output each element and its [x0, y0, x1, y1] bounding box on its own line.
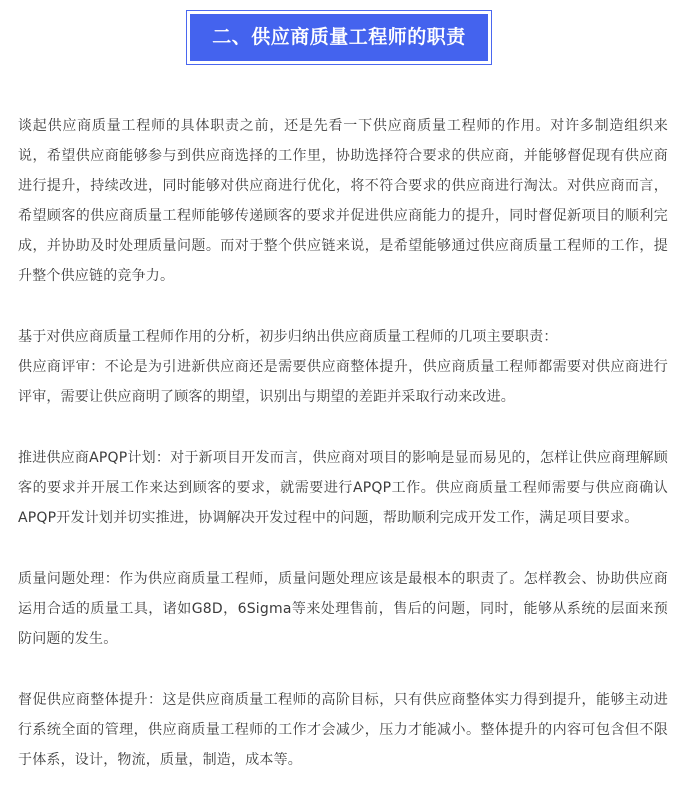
paragraph-role-overview: 谈起供应商质量工程师的具体职责之前，还是先看一下供应商质量工程师的作用。对许多制造组织来说，希望供应商能够参与到供应商选择的工作里，协助选择符合要求的供应商，并能够督促现有供应商进行提升，持续改进，同时能够对供应商进行优化，将不符合要求的供应商进行淘汰。对供应商而言，希望顾客的供应商质量工程师能够传递顾客的要求并促进供应商能力的提升，同时督促新项目的顺利完成，并协助及时处理质量问题。而对于整个供应链来说，是希望能够通过供应商质量工程师的工作，提升整个供应链的竞争力。	[18, 118, 668, 284]
paragraph-duties-intro: 基于对供应商质量工程师作用的分析，初步归纳出供应商质量工程师的几项主要职责：	[18, 329, 558, 345]
paragraph-apqp: 推进供应商APQP计划：对于新项目开发而言，供应商对项目的影响是显而易见的，怎样让供应商理解顾客的要求并开展工作来达到顾客的要求，就需要进行APQP工作。供应商质量工程师需要与供应商确认APQP开发计划并切实推进，协调解决开发过程中的问题，帮助顺利完成开发工作，满足项目要求。	[18, 450, 668, 526]
paragraph-supplier-audit: 供应商评审：不论是为引进新供应商还是需要供应商整体提升，供应商质量工程师都需要对供应商进行评审，需要让供应商明了顾客的期望，识别出与期望的差距并采取行动来改进。	[18, 359, 668, 405]
section-header	[0, 10, 678, 65]
article-body	[18, 111, 668, 775]
paragraph-overall-improvement: 督促供应商整体提升：这是供应商质量工程师的高阶目标，只有供应商整体实力得到提升，能够主动进行系统全面的管理，供应商质量工程师的工作才会减少，压力才能减小。整体提升的内容可包含但不限于体系，设计，物流，质量，制造，成本等。	[18, 692, 668, 768]
section-header-frame	[186, 10, 492, 65]
section-title: 二、供应商质量工程师的职责	[190, 14, 488, 61]
paragraph-quality-issues: 质量问题处理：作为供应商质量工程师，质量问题处理应该是最根本的职责了。怎样教会、协助供应商运用合适的质量工具，诸如G8D，6Sigma等来处理售前，售后的问题，同时，能够从系统的层面来预防问题的发生。	[18, 571, 668, 647]
